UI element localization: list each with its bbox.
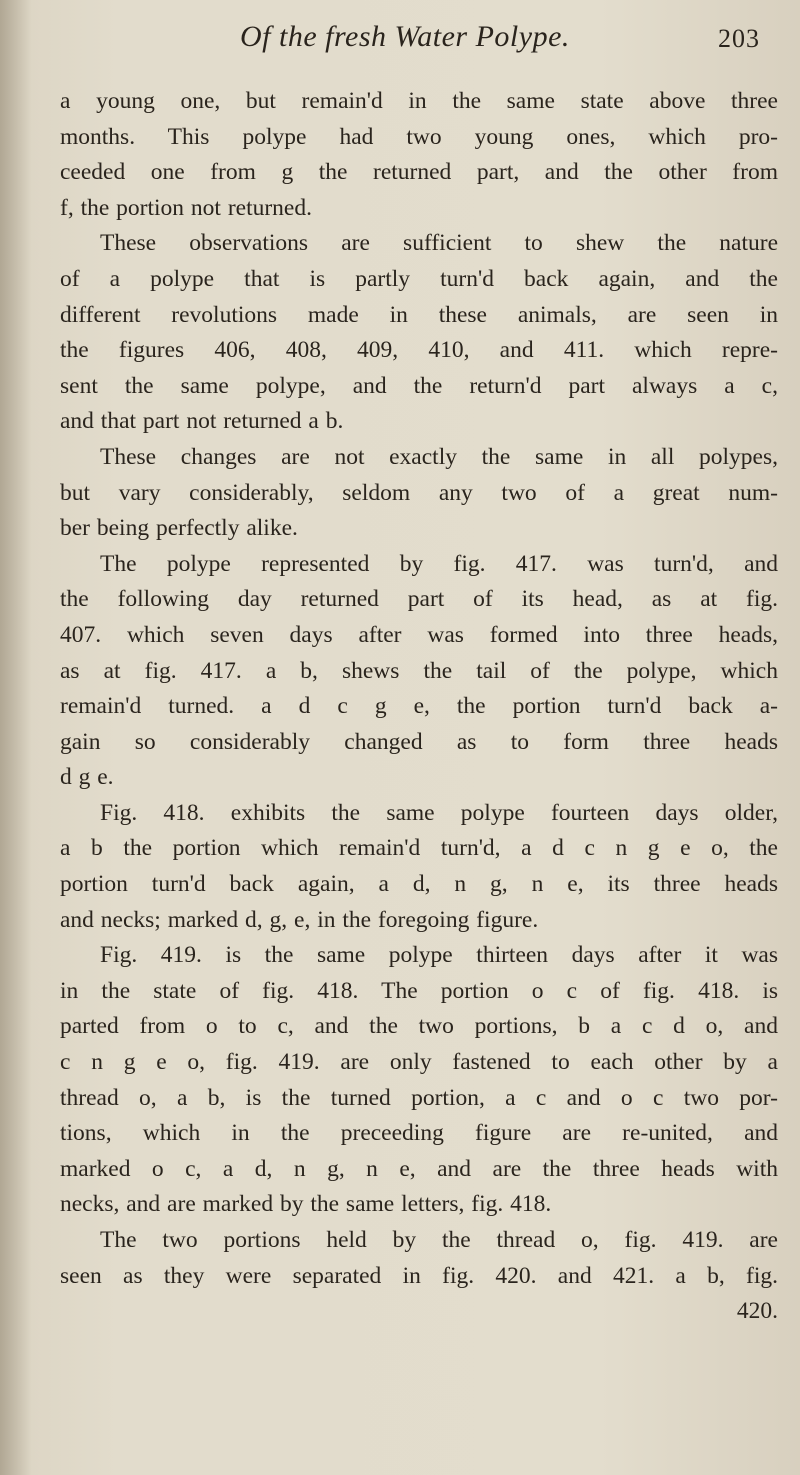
text-line: d g e. <box>60 764 114 791</box>
page-header <box>240 20 770 72</box>
text-line: tions, which in the preceeding figure are re-united, and <box>60 1120 778 1147</box>
text-line: These changes are not exactly the same in all polypes, <box>100 443 778 470</box>
text-line: of a polype that is partly turn'd back again, and the <box>60 265 778 292</box>
text-line: gain so considerably changed as to form three heads <box>60 728 778 755</box>
text-line: and necks; marked d, g, e, in the foregoing figure. <box>60 906 539 933</box>
text-line: c n g e o, fig. 419. are only fastened to each other by a <box>60 1049 778 1076</box>
text-line: sent the same polype, and the return'd part always a c, <box>60 372 778 399</box>
text-line: the figures 406, 408, 409, 410, and 411. which repre- <box>60 337 778 364</box>
text-line: necks, and are marked by the same letters, fig. 418. <box>60 1191 552 1218</box>
body-text <box>60 84 778 1330</box>
text-line: months. This polype had two young ones, which pro- <box>60 123 778 150</box>
text-line: parted from o to c, and the two portions, b a c d o, and <box>60 1013 778 1040</box>
text-line: in the state of fig. 418. The portion o c of fig. 418. is <box>60 977 778 1004</box>
text-line: and that part not returned a b. <box>60 408 344 435</box>
text-line: different revolutions made in these animals, are seen in <box>60 301 778 328</box>
text-line: Fig. 419. is the same polype thirteen days after it was <box>100 942 778 969</box>
text-line: marked o c, a d, n g, n e, and are the three heads with <box>60 1155 778 1182</box>
text-line: as at fig. 417. a b, shews the tail of the polype, which <box>60 657 778 684</box>
text-line: the following day returned part of its head, as at fig. <box>60 586 778 613</box>
text-line: f, the portion not returned. <box>60 194 312 221</box>
text-line: portion turn'd back again, a d, n g, n e, its three heads <box>60 871 778 898</box>
text-line: The polype represented by fig. 417. was turn'd, and <box>100 550 778 577</box>
catchword: 420. <box>736 1298 778 1325</box>
text-line: a young one, but remain'd in the same state above three <box>60 88 778 114</box>
text-line: a b the portion which remain'd turn'd, a d c n g e o, the <box>60 835 778 862</box>
text-line: thread o, a b, is the turned portion, a c and o c two por- <box>60 1084 778 1111</box>
text-line: remain'd turned. a d c g e, the portion turn'd back a- <box>60 693 778 720</box>
page-gutter-shadow <box>0 0 32 1475</box>
text-line: The two portions held by the thread o, fig. 419. are <box>100 1227 778 1253</box>
page-number: 203 <box>718 24 760 53</box>
text-line: but vary considerably, seldom any two of a great num- <box>60 479 778 506</box>
text-line: seen as they were separated in fig. 420. and 421. a b, fig. <box>60 1262 778 1289</box>
text-line: Fig. 418. exhibits the same polype fourteen days older, <box>100 799 778 826</box>
text-line: ber being perfectly alike. <box>60 515 298 542</box>
text-line: ceeded one from g the returned part, and the other from <box>60 159 778 186</box>
running-head: Of the fresh Water Polype. <box>240 20 570 53</box>
text-line: These observations are sufficient to shew the nature <box>100 230 778 257</box>
text-line: 407. which seven days after was formed into three heads, <box>60 621 778 648</box>
